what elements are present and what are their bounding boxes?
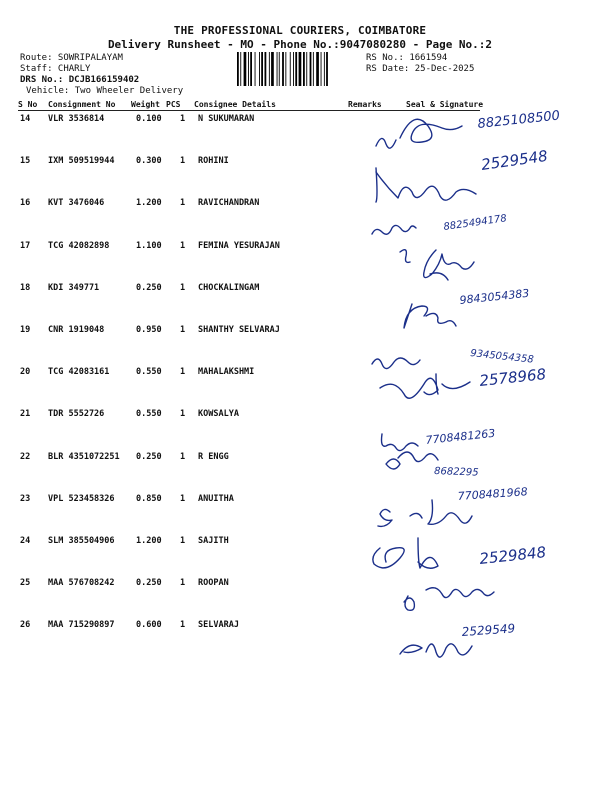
signature-stroke [404, 304, 456, 328]
barcode-bar [306, 52, 307, 86]
signature-stroke [373, 538, 438, 568]
col-pcs: PCS [166, 100, 181, 109]
handwritten-phone: 2578968 [478, 365, 547, 390]
consignee-name: SELVARAJ [198, 620, 239, 631]
pieces-count: 1 [180, 451, 186, 462]
signature-stroke [372, 358, 470, 398]
consignee-name: RAVICHANDRAN [198, 198, 260, 209]
barcode-bar [313, 52, 314, 86]
consignee-name: FEMINA YESURAJAN [198, 240, 280, 251]
consignment-number: TCG 42082898 [48, 240, 110, 251]
serial-number: 16 [20, 198, 31, 209]
consignee-name: MAHALAKSHMI [198, 367, 255, 378]
consignment-number: KVT 3476046 [48, 198, 105, 209]
consignment-number: TCG 42083161 [48, 367, 110, 378]
pieces-count: 1 [180, 367, 186, 378]
pieces-count: 1 [180, 282, 186, 293]
barcode-bar [269, 52, 270, 86]
consignment-number: SLM 385504906 [48, 536, 115, 546]
barcode-bar [290, 52, 291, 86]
consignee-name: SHANTHY SELVARAJ [198, 325, 280, 335]
signature-stroke [376, 119, 462, 148]
weight-value: 0.550 [136, 409, 162, 420]
consignment-number: VLR 3536814 [48, 114, 105, 124]
col-sno: S No [18, 100, 38, 109]
handwritten-phone: 8825108500 [476, 108, 561, 132]
company-name: THE PROFESSIONAL COURIERS, COIMBATORE [173, 24, 427, 37]
handwritten-phone: 7708481968 [457, 485, 529, 503]
barcode-bar [250, 52, 252, 86]
barcode-bar [321, 52, 322, 86]
barcode-bar [285, 52, 286, 86]
serial-number: 18 [20, 282, 31, 293]
barcode-bar [303, 52, 305, 86]
weight-value: 1.100 [136, 240, 162, 251]
consignee-name: R ENGG [198, 451, 229, 462]
barcode-bar [265, 52, 267, 86]
handwritten-phone: 2529548 [480, 146, 549, 174]
consignment-number: BLR 4351072251 [48, 451, 120, 462]
col-consignment: Consignment No [48, 100, 116, 109]
weight-value: 0.550 [136, 367, 162, 378]
barcode-bar [244, 52, 247, 86]
signature-stroke [376, 168, 476, 202]
weight-value: 0.600 [136, 620, 162, 631]
weight-value: 0.250 [136, 578, 162, 589]
col-weight: Weight [131, 100, 160, 109]
consignee-name: CHOCKALINGAM [198, 282, 260, 293]
pieces-count: 1 [180, 240, 186, 251]
consignment-number: MAA 576708242 [48, 578, 115, 589]
serial-number: 19 [20, 325, 31, 335]
pieces-count: 1 [180, 493, 186, 504]
handwritten-phone: 9345054358 [469, 348, 535, 366]
pieces-count: 1 [180, 114, 186, 124]
signature-stroke [378, 500, 472, 526]
barcode-bar [237, 52, 239, 86]
consignee-name: KOWSALYA [198, 409, 239, 420]
barcode-bar [259, 52, 260, 86]
barcode-bar [248, 52, 249, 86]
serial-number: 17 [20, 240, 31, 251]
barcode [236, 52, 362, 86]
signature-stroke [400, 250, 474, 280]
serial-number: 24 [20, 536, 31, 546]
consignment-number: TDR 5552726 [48, 409, 105, 420]
staff-label: Staff: CHARLY [20, 64, 91, 74]
signature-layer [360, 108, 600, 668]
weight-value: 0.250 [136, 282, 162, 293]
col-consignee: Consignee Details [194, 100, 276, 109]
consignee-name: SAJITH [198, 536, 229, 546]
consignment-number: CNR 1919048 [48, 325, 105, 335]
consignment-number: MAA 715290897 [48, 620, 115, 631]
weight-value: 1.200 [136, 536, 162, 546]
consignment-number: KDI 349771 [48, 282, 100, 293]
barcode-bar [295, 52, 297, 86]
pieces-count: 1 [180, 409, 186, 420]
handwritten-phone: 8682295 [433, 466, 479, 479]
handwritten-phone: 7708481263 [424, 426, 496, 447]
route-label: Route: SOWRIPALAYAM [20, 53, 123, 63]
barcode-bar [326, 52, 328, 86]
signature-stroke [400, 644, 472, 657]
weight-value: 0.850 [136, 493, 162, 504]
barcode-bar [282, 52, 284, 86]
barcode-bar [255, 52, 256, 86]
consignee-name: N SUKUMARAN [198, 114, 255, 124]
pieces-count: 1 [180, 325, 186, 335]
runsheet-subtitle: Delivery Runsheet - MO - Phone No.:9047080280 - Page No.:2 [107, 38, 493, 51]
barcode-bar [277, 52, 278, 86]
barcode-bar [299, 52, 302, 86]
pieces-count: 1 [180, 198, 186, 209]
consignment-number: IXM 509519944 [48, 156, 115, 167]
col-remarks: Remarks [348, 100, 382, 109]
weight-value: 1.200 [136, 198, 162, 209]
serial-number: 26 [20, 620, 31, 631]
serial-number: 23 [20, 493, 31, 504]
consignee-name: ROHINI [198, 156, 229, 167]
weight-value: 0.100 [136, 114, 162, 124]
handwritten-phone: 8825494178 [442, 213, 508, 233]
barcode-bar [316, 52, 319, 86]
barcode-bar [293, 52, 294, 86]
serial-number: 21 [20, 409, 31, 420]
consignment-number: VPL 523458326 [48, 493, 115, 504]
pieces-count: 1 [180, 156, 186, 167]
serial-number: 15 [20, 156, 31, 167]
serial-number: 14 [20, 114, 31, 124]
barcode-bar [271, 52, 274, 86]
col-seal-signature: Seal & Signature [406, 100, 484, 109]
serial-number: 20 [20, 367, 31, 378]
consignee-name: ANUITHA [198, 493, 234, 504]
weight-value: 0.250 [136, 451, 162, 462]
barcode-bar [324, 52, 325, 86]
serial-number: 22 [20, 451, 31, 462]
drs-number: DRS No.: DCJB166159402 [20, 75, 140, 85]
barcode-bar [279, 52, 280, 86]
rs-number: RS No.: 1661594 [366, 53, 448, 63]
barcode-bar [261, 52, 263, 86]
handwritten-phone: 9843054383 [458, 286, 530, 307]
serial-number: 25 [20, 578, 31, 589]
weight-value: 0.950 [136, 325, 162, 335]
rs-date: RS Date: 25-Dec-2025 [366, 64, 475, 74]
pieces-count: 1 [180, 620, 186, 631]
vehicle-label: Vehicle: Two Wheeler Delivery [26, 86, 184, 96]
signature-stroke [372, 225, 416, 234]
weight-value: 0.300 [136, 156, 162, 167]
barcode-bar [240, 52, 241, 86]
consignee-name: ROOPAN [198, 578, 229, 589]
handwritten-phone: 2529549 [461, 621, 516, 639]
barcode-bar [310, 52, 312, 86]
pieces-count: 1 [180, 536, 186, 546]
signature-stroke [404, 588, 494, 611]
handwritten-phone: 2529848 [478, 543, 547, 568]
pieces-count: 1 [180, 578, 186, 589]
